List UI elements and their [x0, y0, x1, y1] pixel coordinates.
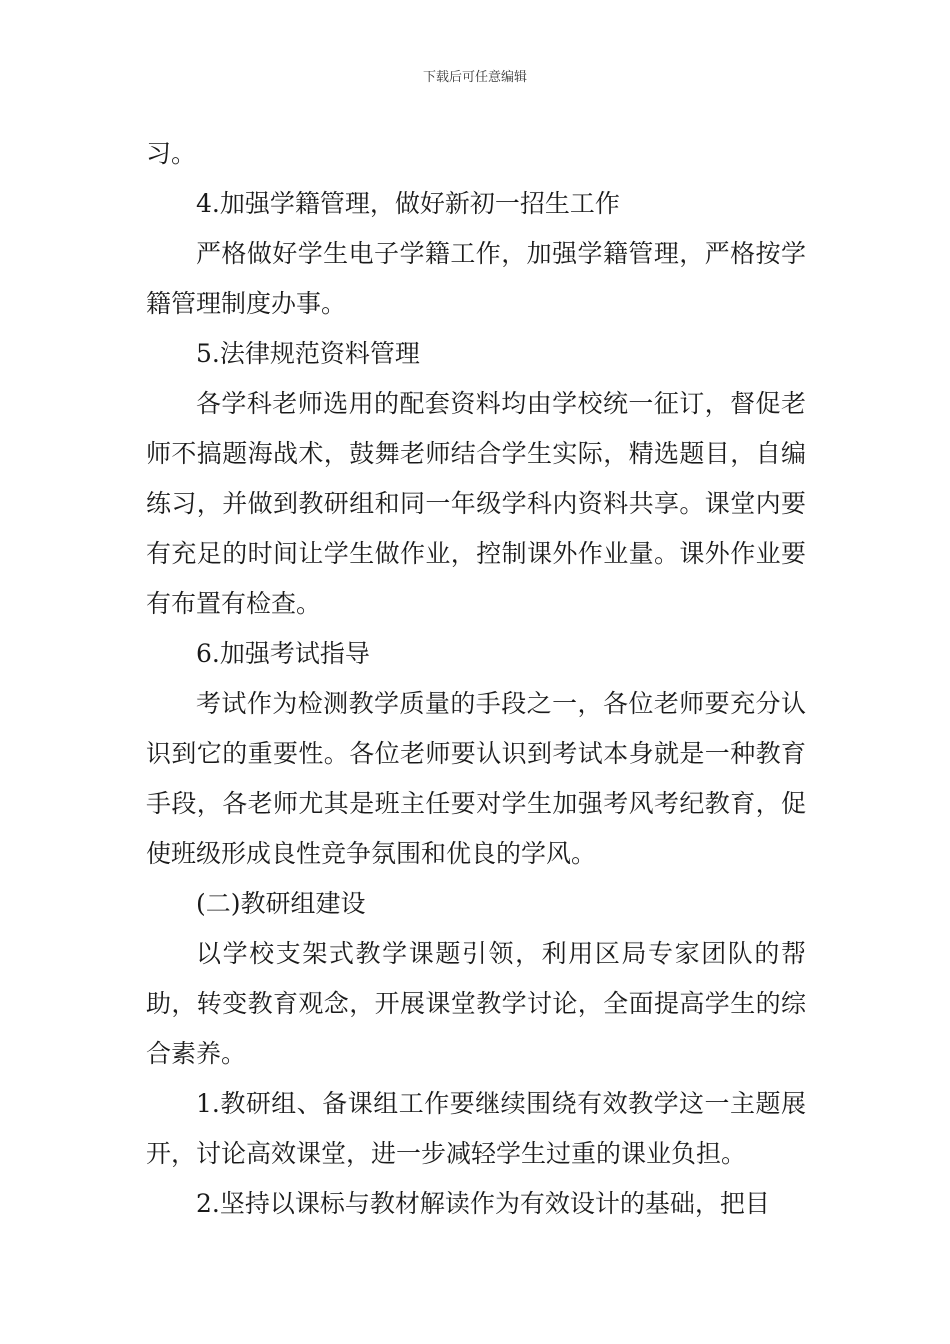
list-item-2: 2.坚持以课标与教材解读作为有效设计的基础，把目 — [196, 1189, 770, 1218]
paragraph: 严格做好学生电子学籍工作，加强学籍管理，严格按学籍管理制度办事。 — [146, 239, 806, 318]
paragraph: 各学科老师选用的配套资料均由学校统一征订，督促老师不搞题海战术，鼓舞老师结合学生实际，精选题目，自编练习，并做到教研组和同一年级学科内资料共享。课堂内要有充足的时间让学生做作业，控制课外作业量。课外作业要有布置有检查。 — [146, 389, 806, 618]
section-heading-5: 5.法律规范资料管理 — [196, 339, 420, 368]
section-heading-2: (二)教研组建设 — [196, 889, 366, 918]
paragraph-continuation: 习。 — [146, 139, 197, 168]
document-body — [146, 129, 806, 1229]
paragraph: 以学校支架式教学课题引领，利用区局专家团队的帮助，转变教育观念，开展课堂教学讨论，全面提高学生的综合素养。 — [146, 939, 806, 1068]
paragraph: 考试作为检测教学质量的手段之一，各位老师要充分认识到它的重要性。各位老师要认识到考试本身就是一种教育手段，各老师尤其是班主任要对学生加强考风考纪教育，促使班级形成良性竞争氛围和优良的学风。 — [146, 689, 806, 868]
list-item-1: 1.教研组、备课组工作要继续围绕有效教学这一主题展开，讨论高效课堂，进一步减轻学生过重的课业负担。 — [146, 1089, 806, 1168]
section-heading-6: 6.加强考试指导 — [196, 639, 370, 668]
header-note: 下载后可任意编辑 — [422, 70, 527, 85]
section-heading-4: 4.加强学籍管理，做好新初一招生工作 — [196, 189, 620, 218]
